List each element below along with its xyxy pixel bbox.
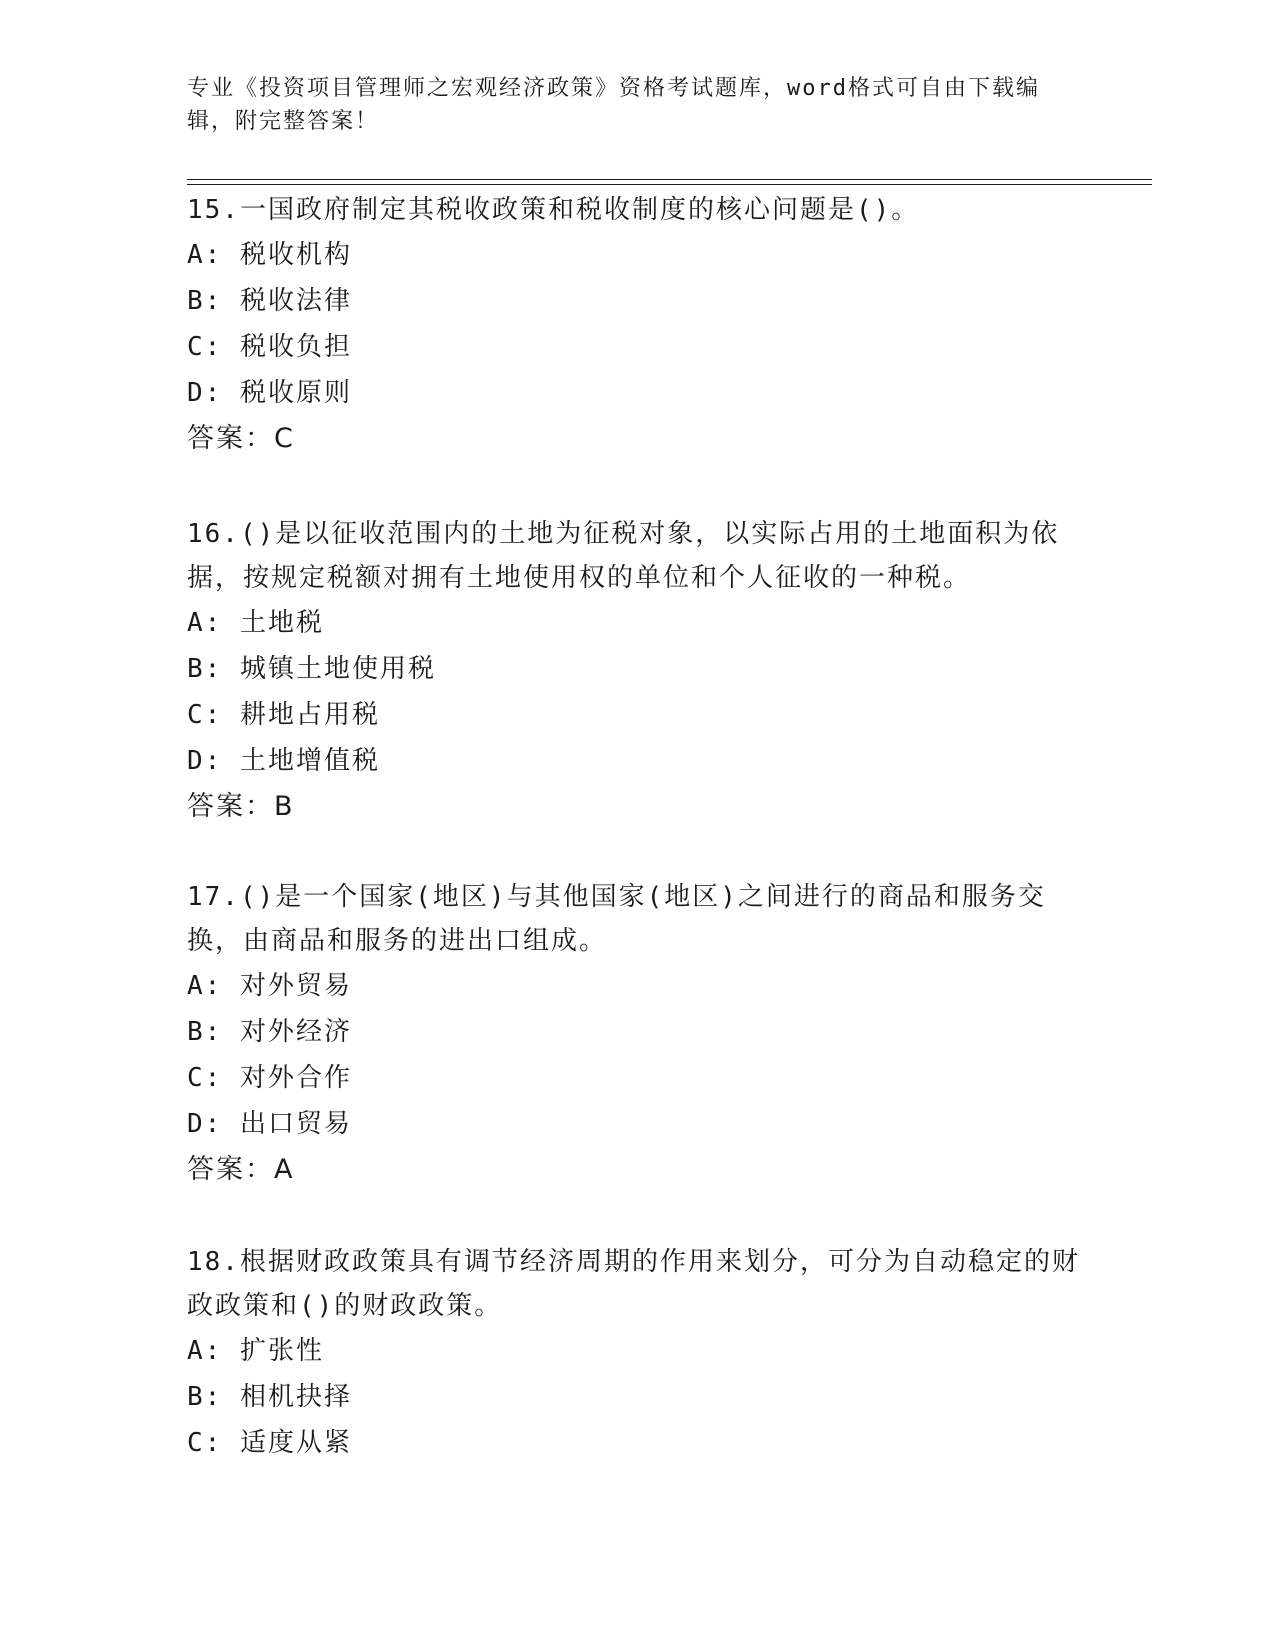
option-d: D: 税收原则 bbox=[187, 378, 352, 408]
answer: 答案：B bbox=[187, 791, 295, 822]
option-a: A: 土地税 bbox=[187, 608, 324, 638]
header-divider-bottom bbox=[187, 184, 1152, 185]
option-c: C: 耕地占用税 bbox=[187, 700, 380, 730]
question-17 bbox=[187, 875, 1087, 1193]
option-c: C: 适度从紧 bbox=[187, 1428, 352, 1458]
header-divider-top bbox=[187, 179, 1152, 180]
option-a: A: 税收机构 bbox=[187, 240, 352, 270]
option-b: B: 城镇土地使用税 bbox=[187, 654, 436, 684]
question-stem: 18.根据财政政策具有调节经济周期的作用来划分，可分为自动稳定的财政政策和()的财政政策。 bbox=[187, 1247, 1080, 1321]
question-stem: 16.()是以征收范围内的土地为征税对象，以实际占用的土地面积为依据，按规定税额对拥有土地使用权的单位和个人征收的一种税。 bbox=[187, 519, 1060, 593]
answer: 答案：C bbox=[187, 423, 295, 454]
option-c: C: 税收负担 bbox=[187, 332, 352, 362]
option-d: D: 土地增值税 bbox=[187, 746, 380, 776]
answer: 答案：A bbox=[187, 1154, 295, 1185]
question-stem: 15.一国政府制定其税收政策和税收制度的核心问题是()。 bbox=[187, 195, 920, 225]
question-stem: 17.()是一个国家(地区)与其他国家(地区)之间进行的商品和服务交换，由商品和服务的进出口组成。 bbox=[187, 882, 1046, 956]
option-b: B: 税收法律 bbox=[187, 286, 352, 316]
option-b: B: 相机抉择 bbox=[187, 1382, 352, 1412]
option-a: A: 扩张性 bbox=[187, 1336, 324, 1366]
option-a: A: 对外贸易 bbox=[187, 971, 352, 1001]
question-15 bbox=[187, 188, 1087, 462]
document-header: 专业《投资项目管理师之宏观经济政策》资格考试题库，word格式可自由下载编辑，附完整答案！ bbox=[187, 76, 1040, 134]
question-16 bbox=[187, 512, 1087, 830]
option-c: C: 对外合作 bbox=[187, 1063, 352, 1093]
option-b: B: 对外经济 bbox=[187, 1017, 352, 1047]
option-d: D: 出口贸易 bbox=[187, 1109, 352, 1139]
question-18 bbox=[187, 1240, 1087, 1466]
